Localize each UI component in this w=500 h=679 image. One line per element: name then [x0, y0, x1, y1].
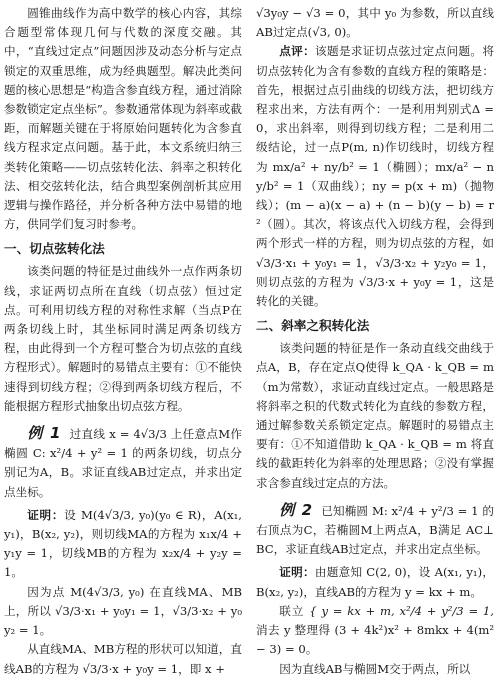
- proof-2-label: 证明：: [279, 565, 315, 580]
- section2-paragraph: 该类问题的特征是作一条动直线交曲线于点A，B，存在定点Q使得 k_QA · k_QB = m（m为常数），求证动直线过定点。一般思路是将斜率之积的代数式转化为直线的参数方程，通过解参数关系锁定定点。解题时的易错点主要有：①不知道借助 k_QA · k_QB = m 将直线的截距转化为斜率的处理思路；②没有掌握求含参直线过定点的方法。: [256, 341, 494, 490]
- system-brace: {: [309, 603, 317, 618]
- comment-1-label: 点评：: [279, 44, 316, 59]
- example-2-text: 已知椭圆 M: x²/4 + y²/3 = 1 的右顶点为C，若椭圆M上两点A，B满足 AC⊥BC，求证直线AB过定点，并求出定点坐标。: [256, 503, 494, 557]
- intro-paragraph: 圆锥曲线作为高中数学的核心内容，其综合题型常体现几何与代数的深度交融。其中，“直线过定点”问题因涉及动态分析与定点锁定的双重思维，成为经典题型。解决此类问题的核心思想是“构造含参直线方程，通过消除参数锁定定点坐标”。参数通常体现为斜率或截距，而解题关键在于将原始问题转化为含参直线方程求定点问题。基于此，本文系统归纳三类转化策略——切点弦转化法、斜率之积转化法、相交弦转化法，结合典型案例剖析其应用逻辑与操作路径，并分析各种方法中易错的地方，供同学们复习时参考。: [4, 6, 242, 232]
- example-1-text: 过直线 x = 4√3/3 上任意点M作椭圆 C: x²/4 + y² = 1 的两条切线，切点分别记为A，B。求证直线AB过定点，并求出定点坐标。: [4, 427, 242, 499]
- example-1-label: 例 1: [27, 424, 62, 443]
- proof-1-part-a: [4, 506, 242, 583]
- section1-paragraph: 该类问题的特征是过曲线外一点作两条切线，求证两切点所在直线（切点弦）恒过定点。可利用切线方程的对称性求解（当点P在两条切线上时，其坐标同时满足两条切线方程，由此得到一个方程可整合为切点弦的直线方程形式）。解题时的易错点主要有：①不能快速得到切线方程；②得到两条切线方程后，不能根据方程形式抽象出切点弦方程。: [4, 264, 242, 413]
- system-intro: 联立: [279, 603, 305, 618]
- right-column: [256, 4, 494, 679]
- section-heading-slope-product: 二、斜率之积转化法: [256, 318, 370, 334]
- system-tail: 消去 y 整理得 (3 + 4k²)x² + 8mkx + 4(m² − 3) = 0。: [256, 623, 494, 657]
- example-1: [4, 424, 242, 502]
- proof-2-text-a: 由题意知 C(2, 0)，设 A(x₁, y₁)，B(x₂, y₂)，直线AB的方程为 y = kx + m。: [256, 565, 494, 599]
- left-column: [4, 4, 242, 679]
- proof-2-part-a: [256, 563, 494, 601]
- proof-1-text-a: 设 M(4√3/3, y₀)(y₀ ∈ R)，A(x₁, y₁)，B(x₂, y₂)，则切线MA的方程为 x₁x/4 + y₁y = 1，切线MB的方程为 x₂x/4 + y₂y = 1。: [4, 507, 242, 580]
- example-2: [256, 501, 494, 560]
- comment-1-text: 该题是求证切点弦过定点问题。将切点弦转化为含有参数的直线方程的策略是：首先，根据过点引曲线的切线方法，把切线方程求出来，方法有两个：一是利用判别式Δ = 0，求出斜率，则得到切线方程；二是利用二级结论，过一点P(m, n)作切线时，切线方程为 mx/a² + ny/b² = 1（椭圆）；mx/a² − ny/b² = 1（双曲线）；ny = p(x + m)（抛物线）；(m − a)(x − a) + (n − b)(y − b) = r²（圆）。其次，将该点代入切线方程，会得到两个形式一样的方程，则为切点弦的方程，如 √3/3·x₁ + y₀y₁ = 1，√3/3·x₂ + y₂y₀ = 1，则切点弦的方程为 √3/3·x + y₀y = 1，这是转化的关键。: [256, 44, 494, 309]
- equation-system: [256, 602, 494, 660]
- proof-1-part-b: 因为点 M(4√3/3, y₀) 在直线MA、MB上，所以 √3/3·x₁ + y₀y₁ = 1，√3/3·x₂ + y₀y₂ = 1。: [4, 584, 242, 638]
- example-2-label: 例 2: [279, 500, 314, 519]
- section-heading-tangent-chord: 一、切点弦转化法: [4, 241, 105, 257]
- proof-1-continuation: √3y₀y − √3 = 0，其中 y₀ 为参数，所以直线AB过定点(√3, 0)。: [256, 6, 494, 40]
- comment-1: [256, 42, 494, 311]
- system-line-1: y = kx + m,: [321, 603, 395, 618]
- system-line-2: x²/4 + y²/3 = 1,: [399, 603, 494, 618]
- proof-1-part-c: 从直线MA、MB方程的形状可以知道，直线AB的方程为 √3/3·x + y₀y = 1，即 x +: [4, 642, 242, 676]
- proof-1-label: 证明：: [27, 507, 65, 522]
- proof-2-part-b: 因为直线AB与椭圆M交于两点，所以: [279, 661, 471, 676]
